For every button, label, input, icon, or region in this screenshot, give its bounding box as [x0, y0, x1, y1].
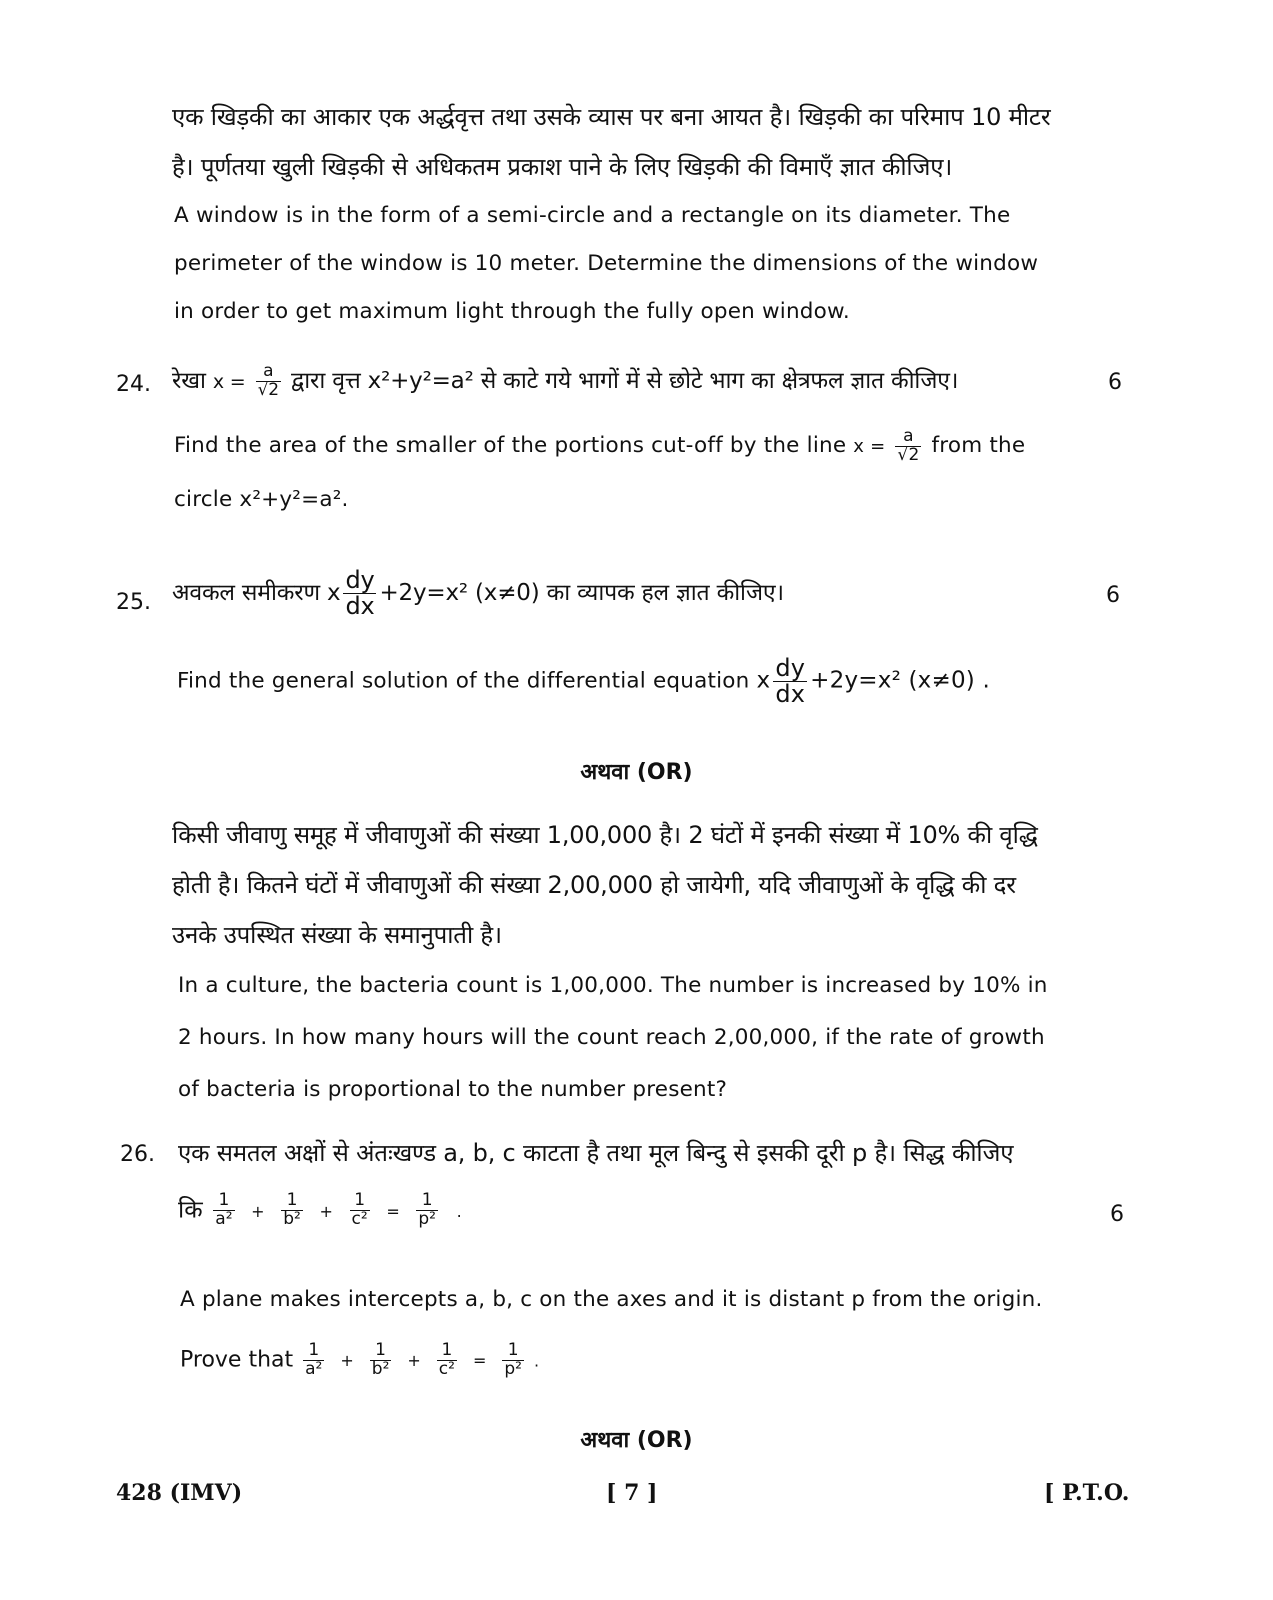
q26-eng-num-c: 1	[437, 1342, 457, 1361]
q26-english-equation	[180, 1342, 539, 1379]
q24-english-1	[174, 422, 1025, 471]
q25-dy: dy	[345, 566, 375, 594]
q23-or-english	[174, 192, 1134, 336]
q25-or-hindi-line-3: उनके उपस्थित संख्या के समानुपाती है।	[172, 921, 502, 949]
q26-hindi-1: एक समतल अक्षों से अंतःखण्ड a, b, c काटता है तथा मूल बिन्दु से इसकी दूरी p है। सिद्ध कीजिए	[178, 1139, 1014, 1167]
q26-eng-dot: .	[533, 1351, 540, 1371]
q26-eng-den-b: b²	[371, 1358, 390, 1379]
q26-den-p: p²	[418, 1208, 436, 1229]
q26-eng-equals: =	[472, 1351, 487, 1371]
q24-frac-num: a	[256, 363, 281, 382]
q26-num-a: 1	[213, 1192, 234, 1211]
q26-den-b: b²	[283, 1208, 301, 1229]
q24-eng-pre: Find the area of the smaller of the portions cut-off by the line	[174, 433, 847, 458]
q25-eng-x: x	[756, 667, 771, 694]
q26-ki: कि	[178, 1195, 203, 1224]
q25-eng-derivative	[773, 656, 807, 707]
q25-eng-rhs: +2y=x² (x≠0) .	[810, 667, 990, 694]
q26-num-b: 1	[281, 1192, 303, 1211]
paper-code: 428 (IMV)	[116, 1480, 243, 1506]
q24-x-eq: x =	[212, 371, 246, 393]
q25-or-hindi-line-1: किसी जीवाणु समूह में जीवाणुओं की संख्या 1,00,000 है। 2 घंटों में इनकी संख्या में 10% की वृद्धि	[172, 821, 1038, 849]
q26-num-c: 1	[350, 1192, 370, 1211]
q25-rhs: +2y=x² (x≠0)	[379, 580, 540, 607]
q23-or-hindi	[172, 92, 1132, 192]
q25-or-hindi-line-2: होती है। कितने घंटों में जीवाणुओं की संख्या 2,00,000 हो जायेगी, यदि जीवाणुओं के वृद्धि की दर	[172, 871, 1016, 899]
q26-eng-den-c: c²	[438, 1358, 455, 1379]
q24-hindi-post: द्वारा वृत्त x²+y²=a² से काटे गये भागों में से छोटे भाग का क्षेत्रफल ज्ञात कीजिए।	[291, 368, 959, 394]
q25-hindi-post: का व्यापक हल ज्ञात कीजिए।	[546, 580, 784, 607]
q26-equals: =	[386, 1202, 400, 1222]
q25-number: 25.	[116, 590, 151, 615]
q26-frac-a	[213, 1192, 234, 1229]
q25-or-eng-line-2: 2 hours. In how many hours will the count reach 2,00,000, if the rate of growth	[178, 1025, 1045, 1050]
q26-eng-num-p: 1	[502, 1342, 524, 1361]
pto-label: [ P.T.O.	[1044, 1480, 1130, 1506]
q23-eng-line-2: perimeter of the window is 10 meter. Determine the dimensions of the window	[174, 251, 1039, 276]
q25-marks: 6	[1106, 583, 1120, 608]
q26-den-c: c²	[351, 1208, 368, 1229]
q25-or-hindi	[172, 810, 1142, 960]
q24-eng-frac-den: √2	[897, 444, 920, 465]
q25-hindi	[172, 568, 784, 619]
q26-eng-frac-b	[370, 1342, 392, 1379]
q25-hindi-pre: अवकल समीकरण	[172, 580, 320, 607]
q26-frac-c	[350, 1192, 370, 1229]
q24-hindi	[172, 356, 958, 407]
q26-eng-plus-1: +	[340, 1351, 354, 1371]
q26-english-1: A plane makes intercepts a, b, c on the axes and it is distant p from the origin.	[180, 1287, 1043, 1312]
q26-eng-frac-c	[437, 1342, 457, 1379]
q24-number: 24.	[116, 372, 151, 397]
q24-frac-den: √2	[257, 380, 279, 400]
q24-eng-post: from the	[931, 433, 1026, 458]
q26-frac-p	[416, 1192, 438, 1229]
q26-eng-num-a: 1	[303, 1342, 324, 1361]
q25-eng-dx: dx	[775, 680, 806, 709]
q25-english	[177, 656, 990, 707]
q26-eng-num-b: 1	[370, 1342, 392, 1361]
q25-eng-dy: dy	[775, 654, 806, 682]
q26-marks: 6	[1110, 1202, 1124, 1227]
q24-eng-x-eq: x =	[853, 436, 886, 457]
q26-eng-plus-2: +	[407, 1351, 421, 1371]
q26-prove: Prove that	[180, 1347, 294, 1373]
q24-english-2: circle x²+y²=a².	[174, 487, 349, 512]
q25-or-eng-line-3: of bacteria is proportional to the number present?	[178, 1077, 728, 1102]
page-number: [ 7 ]	[606, 1480, 658, 1506]
q24-eng-fraction	[895, 425, 921, 465]
q26-eng-frac-a	[303, 1342, 324, 1379]
q26-plus-2: +	[319, 1202, 333, 1222]
or-label-1: अथवा (OR)	[580, 760, 693, 785]
q24-hindi-pre: रेखा	[172, 368, 206, 394]
q26-frac-b	[281, 1192, 303, 1229]
q23-eng-line-3: in order to get maximum light through the fully open window.	[174, 299, 850, 324]
q23-hindi-line-2: है। पूर्णतया खुली खिड़की से अधिकतम प्रकाश पाने के लिए खिड़की की विमाएँ ज्ञात कीजिए।	[172, 153, 953, 181]
q23-hindi-line-1: एक खिड़की का आकार एक अर्द्धवृत्त तथा उसके व्यास पर बना आयत है। खिड़की का परिमाप 10 मीटर	[172, 103, 1051, 131]
q26-dot: .	[456, 1202, 462, 1222]
q26-eng-frac-p	[502, 1342, 524, 1379]
q25-x: x	[327, 580, 341, 607]
q25-eng-pre: Find the general solution of the differential equation	[177, 668, 750, 694]
q25-derivative	[343, 568, 376, 619]
q26-num-p: 1	[416, 1192, 438, 1211]
q25-dx: dx	[345, 592, 375, 621]
q26-hindi-equation	[178, 1192, 462, 1229]
q26-eng-den-a: a²	[305, 1358, 323, 1379]
q26-number: 26.	[120, 1142, 155, 1167]
q25-or-english	[178, 960, 1143, 1116]
q24-eng-frac-num: a	[895, 428, 921, 447]
q23-eng-line-1: A window is in the form of a semi-circle and a rectangle on its diameter. The	[174, 203, 1011, 228]
q24-marks: 6	[1108, 370, 1122, 395]
q26-den-a: a²	[215, 1208, 233, 1229]
q25-or-eng-line-1: In a culture, the bacteria count is 1,00,000. The number is increased by 10% in	[178, 973, 1048, 998]
q24-line-fraction	[256, 363, 281, 400]
or-label-2: अथवा (OR)	[580, 1428, 693, 1453]
q26-plus-1: +	[251, 1202, 265, 1222]
q26-eng-den-p: p²	[504, 1358, 522, 1379]
